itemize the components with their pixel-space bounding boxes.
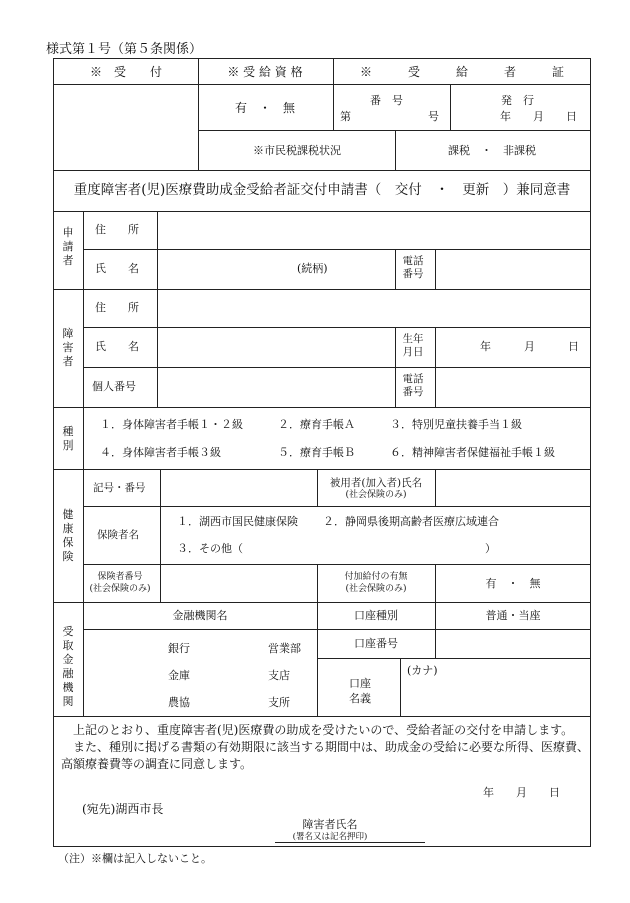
applicant-section-label: 申請者	[62, 226, 74, 267]
account-holder-label: 口座名義	[349, 677, 371, 705]
reception-header: ※ 受 付	[89, 65, 163, 79]
insured-name-label: 被用者(加入者)氏名	[329, 477, 423, 489]
institution-label: 金融機関名	[172, 609, 228, 622]
insurer-number-note: (社会保険のみ)	[89, 584, 151, 594]
account-number-label: 口座番号	[354, 637, 398, 650]
form-number: 様式第１号（第５条関係）	[46, 42, 203, 57]
insurer-option-2[interactable]: ２．静岡県後期高齢者医療広域連合	[323, 515, 499, 528]
branch-suffix: 支店	[268, 669, 290, 682]
birth-date-value: 年 月 日	[480, 340, 579, 353]
applicant-phone-label: 電話番号	[402, 255, 424, 280]
tax-status-value[interactable]: 課税 ・ 非課税	[448, 144, 536, 157]
additional-benefit-value[interactable]: 有 ・ 無	[485, 577, 541, 590]
account-type-value[interactable]: 普通・当座	[485, 609, 541, 622]
insurer-number-label: 保険者番号	[97, 572, 143, 582]
account-type-label: 口座種別	[354, 609, 398, 622]
insurance-section-label: 健康保険	[62, 508, 74, 563]
insured-name-note: (社会保険のみ)	[345, 490, 407, 500]
additional-benefit-note: (社会保険のみ)	[345, 584, 407, 594]
nokyo-suffix: 農協	[168, 696, 190, 709]
statement-line-2: また、種別に掲げる書類の有効期限に該当する期間中は、助成金の受給に必要な所得、医療費、	[73, 740, 590, 754]
certificate-header: ※ 受 給 者 証	[359, 65, 565, 79]
statement-line-1: 上記のとおり、重度障害者(児)医療費の助成を受けたいので、受給者証の交付を申請します。	[73, 723, 574, 737]
addressee: (宛先)湖西市長	[82, 802, 164, 816]
kana-label: (カナ)	[407, 664, 438, 677]
type-option-3[interactable]: ３．特別児童扶養手当１級	[390, 418, 522, 431]
signer-label: 障害者氏名	[302, 818, 358, 831]
number-label: 番 号	[370, 94, 403, 107]
qualification-yes-no[interactable]: 有 ・ 無	[234, 101, 296, 115]
disabled-phone-label: 電話番号	[402, 373, 424, 398]
branch-office-suffix: 支所	[268, 696, 290, 709]
type-option-6[interactable]: ６．精神障害者保健福祉手帳１級	[390, 446, 555, 459]
qualification-header: ※ 受 給 資 格	[227, 65, 303, 79]
disabled-name-label: 氏 名	[95, 340, 139, 353]
issue-label: 発 行	[501, 94, 534, 107]
sales-office-suffix: 営業部	[268, 642, 301, 655]
bank-section-label: 受取金融機関	[62, 625, 74, 708]
applicant-relation-label: (続柄)	[297, 262, 328, 275]
form-title: 重度障害者(児)医療費助成金受給者証交付申請書（ 交付 ・ 更新 ）兼同意書	[73, 182, 571, 198]
additional-benefit-label: 付加給付の有無	[344, 572, 408, 582]
tax-status-label: ※市民税課税状況	[253, 144, 341, 157]
number-prefix: 第	[340, 110, 351, 123]
statement-line-3: 高額療養費等の調査に同意します。	[61, 757, 253, 771]
symbol-number-label: 記号・番号	[93, 482, 146, 494]
type-section-label: 種別	[62, 425, 74, 452]
type-option-2[interactable]: ２．療育手帳Ａ	[278, 418, 355, 431]
type-option-1[interactable]: １．身体障害者手帳１・２級	[100, 418, 243, 431]
signer-note: (署名又は記名押印)	[292, 832, 368, 842]
individual-number-label: 個人番号	[92, 380, 136, 393]
number-suffix: 号	[428, 110, 439, 123]
bank-suffix: 銀行	[168, 642, 190, 655]
footer-note: （注）※欄は記入しないこと。	[58, 852, 212, 865]
insurer-option-3[interactable]: ３．その他（	[177, 542, 243, 555]
insurer-name-label: 保険者名	[97, 529, 139, 541]
applicant-address-label: 住 所	[95, 223, 139, 236]
insurer-option-3-close: ）	[485, 542, 496, 555]
birth-date-label: 生年月日	[402, 333, 424, 358]
application-date: 年 月 日	[483, 786, 560, 799]
applicant-name-label: 氏 名	[95, 262, 139, 275]
disabled-section-label: 障害者	[62, 327, 74, 368]
insurer-option-1[interactable]: １．湖西市国民健康保険	[177, 515, 298, 528]
type-option-5[interactable]: ５．療育手帳Ｂ	[278, 446, 355, 459]
shinkin-suffix: 金庫	[168, 669, 190, 682]
disabled-address-label: 住 所	[95, 301, 139, 314]
type-option-4[interactable]: ４．身体障害者手帳３級	[100, 446, 221, 459]
issue-date: 年 月 日	[500, 110, 577, 123]
